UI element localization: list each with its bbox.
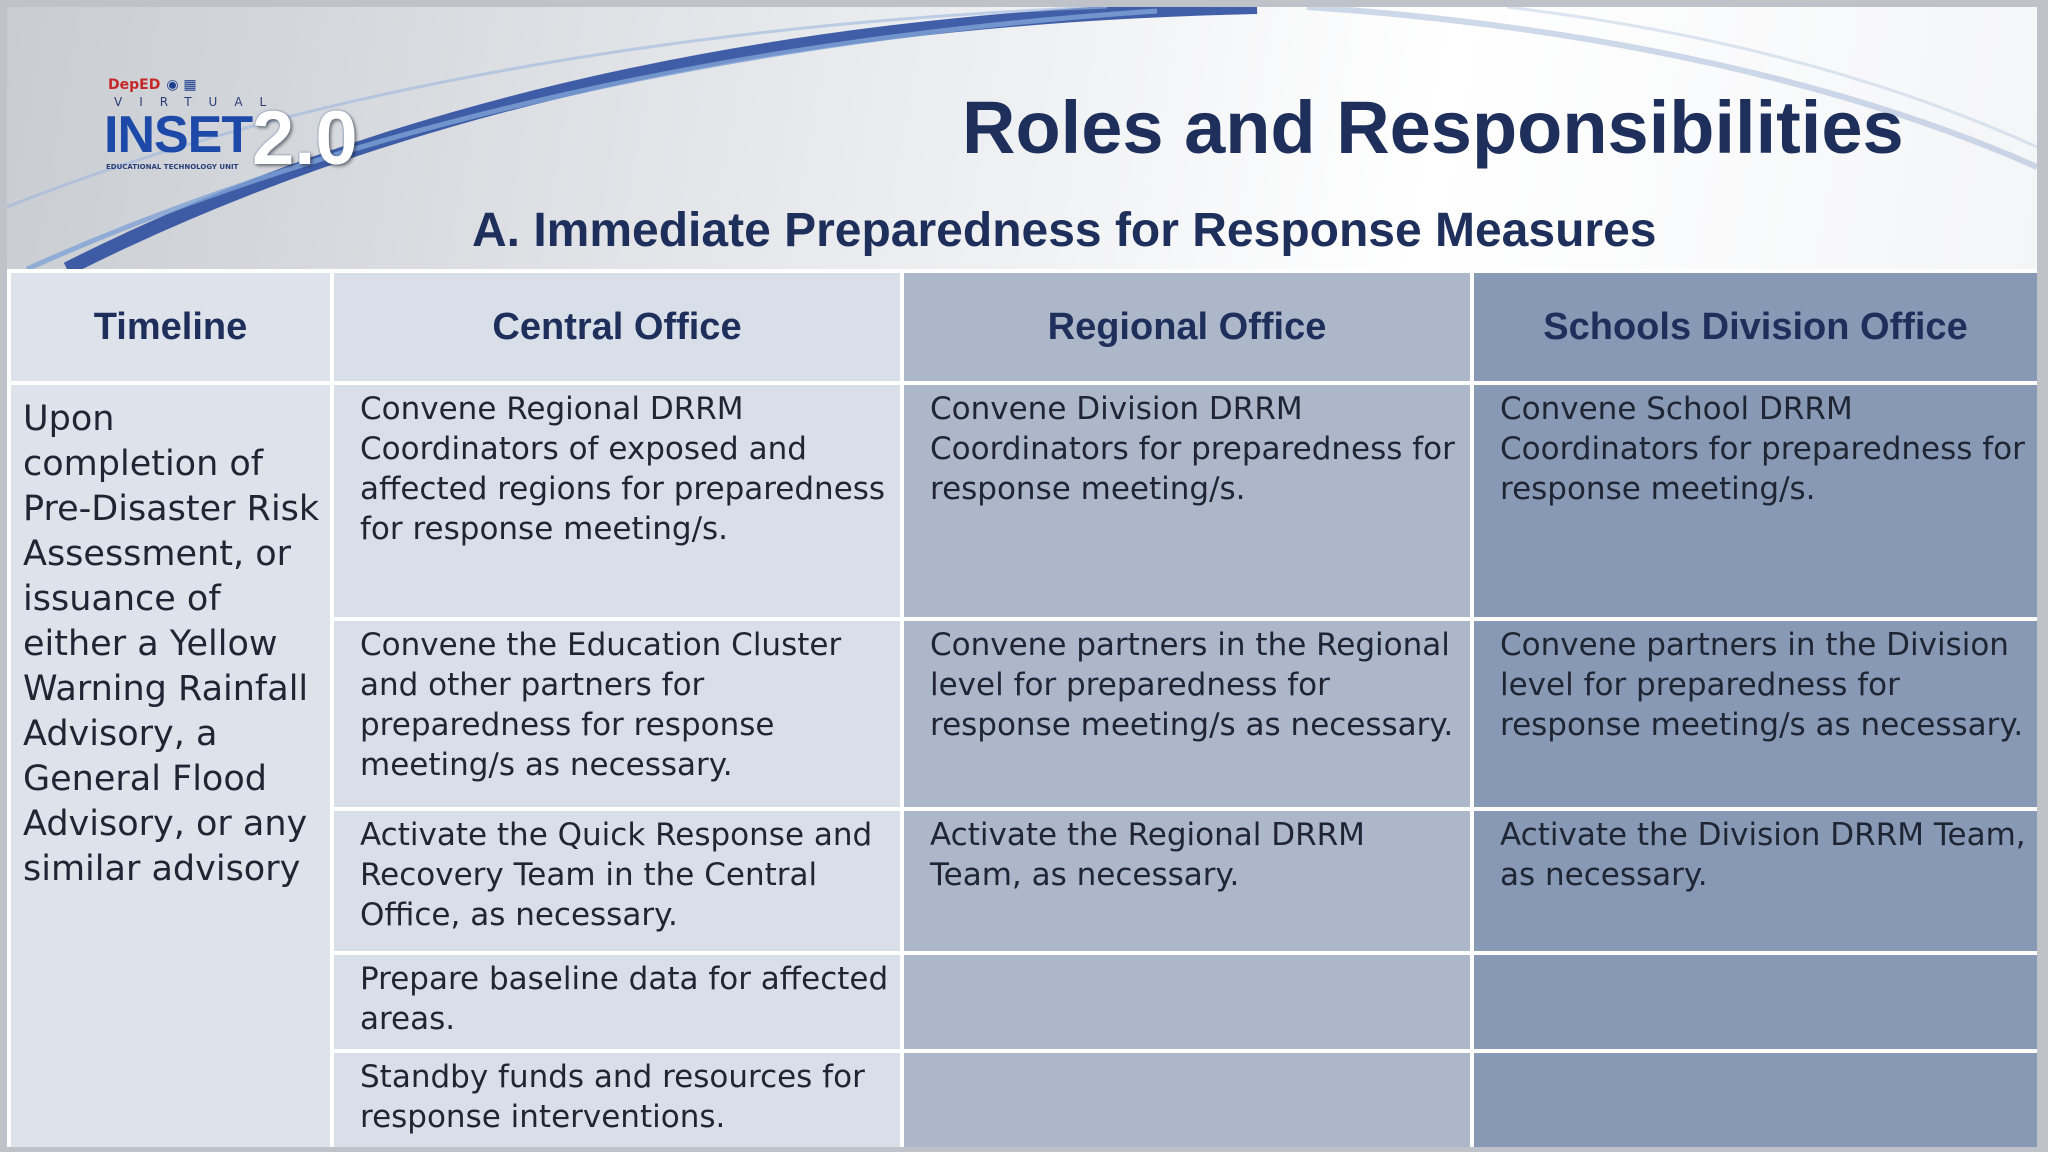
slide-header xyxy=(7,7,2037,269)
deped-logo-mark xyxy=(108,77,197,93)
regional-text: Convene Division DRRM Coordinators for preparedness for response meeting/s. xyxy=(930,391,1455,507)
regional-text: Convene partners in the Regional level for preparedness for response meeting/s as necessary. xyxy=(930,627,1454,743)
central-text: Convene the Education Cluster and other partners for preparedness for response meeting/s as necessary. xyxy=(360,627,842,783)
central-text: Convene Regional DRRM Coordinators of exposed and affected regions for preparedness for response meeting/s. xyxy=(360,391,886,547)
central-text: Activate the Quick Response and Recovery Team in the Central Office, as necessary. xyxy=(360,817,873,933)
regional-cell xyxy=(902,809,1472,953)
central-cell xyxy=(332,383,902,619)
central-cell xyxy=(332,953,902,1051)
regional-cell xyxy=(902,953,1472,1051)
sdo-cell xyxy=(1472,953,2037,1051)
virtual-inset-logo xyxy=(102,77,372,181)
sdo-text: Convene partners in the Division level for preparedness for response meeting/s as necessary. xyxy=(1500,627,2024,743)
regional-text xyxy=(904,1053,1470,1065)
logo-version-text: 2.0 xyxy=(252,96,358,181)
sdo-text: Convene School DRRM Coordinators for preparedness for response meeting/s. xyxy=(1500,391,2025,507)
sdo-text xyxy=(1474,1053,2037,1065)
logo-inset-text: INSET xyxy=(104,106,253,164)
central-text: Prepare baseline data for affected areas. xyxy=(360,961,889,1037)
central-cell xyxy=(332,619,902,809)
sdo-text xyxy=(1474,955,2037,967)
sdo-cell xyxy=(1472,809,2037,953)
sdo-cell xyxy=(1472,619,2037,809)
roles-table xyxy=(7,269,2037,1147)
header-regional-office: Regional Office xyxy=(902,271,1472,383)
logo-unit-text: EDUCATIONAL TECHNOLOGY UNIT xyxy=(106,163,239,171)
logo-virtual-text: VIRTUAL xyxy=(114,95,284,109)
slide xyxy=(7,7,2037,1147)
header-timeline: Timeline xyxy=(9,271,332,383)
slide-subtitle: A. Immediate Preparedness for Response Measures xyxy=(472,204,1657,257)
regional-text: Activate the Regional DRRM Team, as necessary. xyxy=(930,817,1365,893)
seal-icon: ◉ ▦ xyxy=(166,77,197,93)
header-central-office: Central Office xyxy=(332,271,902,383)
table-header-row xyxy=(9,271,2037,383)
regional-cell xyxy=(902,383,1472,619)
regional-text xyxy=(904,955,1470,967)
central-cell xyxy=(332,1051,902,1147)
sdo-cell xyxy=(1472,383,2037,619)
header-schools-division-office: Schools Division Office xyxy=(1472,271,2037,383)
deped-wordmark: DepED xyxy=(108,77,161,93)
table-row xyxy=(9,383,2037,619)
regional-cell xyxy=(902,619,1472,809)
slide-title: Roles and Responsibilities xyxy=(962,86,1904,169)
sdo-text: Activate the Division DRRM Team, as necessary. xyxy=(1500,817,2026,893)
sdo-cell xyxy=(1472,1051,2037,1147)
central-cell xyxy=(332,809,902,953)
regional-cell xyxy=(902,1051,1472,1147)
timeline-cell xyxy=(9,383,332,1147)
timeline-text: Upon completion of Pre-Disaster Risk Assessment, or issuance of either a Yellow Warning Rainfall Advisory, a General Flood Advisory, or any similar advisory xyxy=(23,399,320,889)
central-text: Standby funds and resources for response interventions. xyxy=(360,1059,865,1135)
